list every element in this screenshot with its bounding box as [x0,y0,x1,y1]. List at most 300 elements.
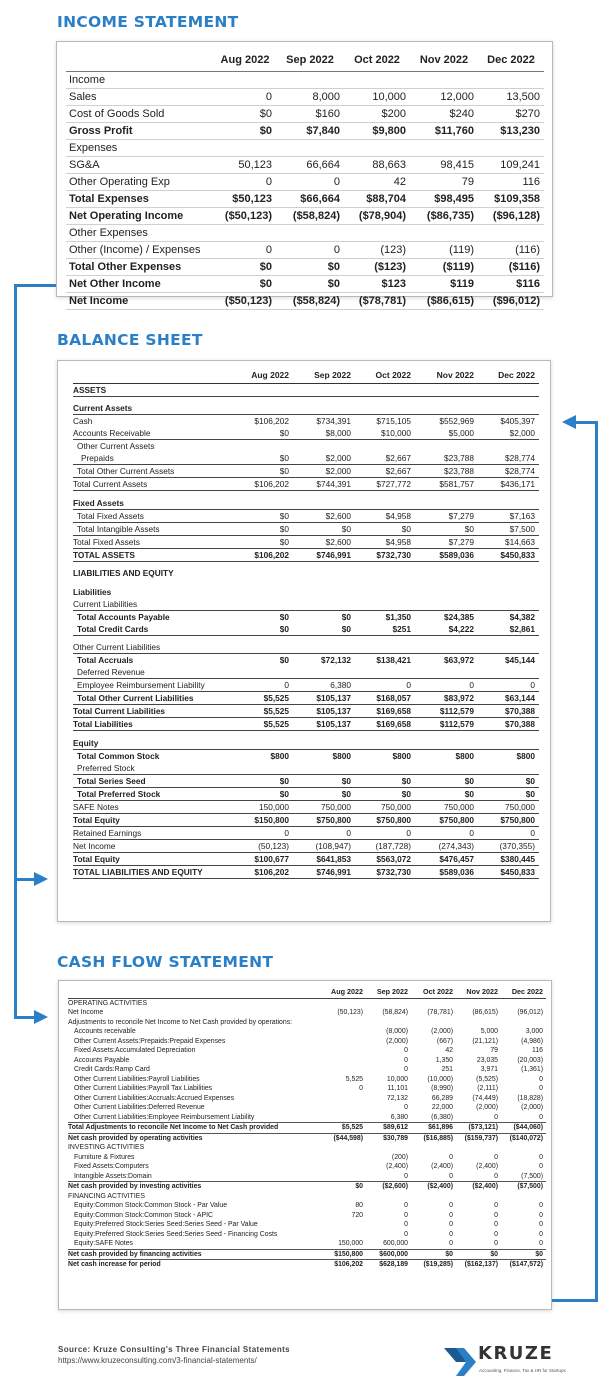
value-cell: $800 [392,750,411,761]
connector-left-to-cashflow [14,1016,36,1019]
column-header: Aug 2022 [233,368,293,383]
value-cell [415,402,478,415]
value-cell [233,440,293,453]
table-row [73,826,539,839]
table-row [73,497,539,510]
column-header: Nov 2022 [415,368,478,383]
value-cell: 0 [233,826,293,839]
value-cell: $746,991 [293,865,355,878]
value-cell: 0 [449,1202,453,1210]
value-cell: 66,664 [276,156,344,173]
value-cell: $0 [355,522,415,535]
value-cell: $169,658 [355,718,415,731]
value-cell: $106,202 [334,1261,363,1269]
value-cell: $563,072 [355,852,415,865]
value-cell: $0 [276,275,344,292]
value-cell: 750,000 [415,800,478,813]
value-cell [318,1065,366,1075]
row-label: SAFE Notes [73,800,233,813]
row-label: Other Expenses [66,224,214,241]
row-label: Accounts receivable [74,1028,136,1036]
table-row [73,654,539,667]
value-cell: $405,397 [500,416,535,426]
connector-left-vertical [14,284,17,1019]
row-label: Equity:Preferred Stock:Series Seed:Series Seed - Par Value [74,1221,258,1229]
value-cell: $800 [332,750,351,761]
value-cell: 109,241 [478,156,544,173]
row-label: Total Equity [73,813,233,826]
value-cell [293,666,355,679]
table-row [68,1065,546,1075]
value-cell: 116 [478,173,544,190]
table-row [73,839,539,852]
value-cell: $0 [279,611,289,622]
value-cell: 750,000 [293,800,355,813]
value-cell: $0 [293,774,355,787]
value-cell: (274,343) [415,839,478,852]
row-label: Cost of Goods Sold [66,105,214,122]
value-cell: (108,947) [293,839,355,852]
value-cell [410,224,478,241]
value-cell: $30,789 [383,1134,408,1142]
value-cell: 0 [449,1221,453,1229]
value-cell: 6,380 [293,679,355,692]
value-cell: $715,105 [376,416,411,426]
value-cell: $800 [455,750,474,761]
column-header: Aug 2022 [214,50,276,71]
value-cell [276,139,344,156]
value-cell [318,1192,366,1202]
value-cell [478,497,539,510]
row-label: Employee Reimbursement Liability [73,679,233,692]
table-row [73,535,539,548]
value-cell: 0 [359,1085,363,1093]
value-cell: $2,861 [478,623,539,636]
value-cell: 0 [539,1163,543,1171]
row-label: Other Current Assets [77,441,155,451]
connector-right-stub [552,1299,598,1302]
value-cell: $14,663 [478,535,539,548]
value-cell [411,1017,456,1027]
value-cell: $200 [344,105,410,122]
value-cell: (78,781) [427,1008,453,1016]
value-cell [411,998,456,1008]
value-cell: 3,971 [480,1066,498,1074]
value-cell: 0 [494,1153,498,1161]
row-label: Equity:Common Stock:Common Stock - Par Value [74,1202,228,1210]
table-row [66,241,544,258]
column-header: Nov 2022 [456,985,501,998]
row-label: Equity [73,737,233,750]
value-cell [344,139,410,156]
value-cell: $105,137 [293,692,355,705]
value-cell: $0 [415,787,478,800]
table-row [66,258,544,275]
row-label: Other Current Liabilities:Payroll Tax Liabilities [74,1085,213,1093]
value-cell: 0 [411,1239,456,1249]
row-label: Furniture & Fixtures [74,1153,135,1161]
value-cell: (2,400) [431,1163,453,1171]
value-cell [233,567,293,579]
value-cell: ($44,060) [501,1123,546,1133]
source-citation [58,1344,290,1366]
value-cell: $2,000 [478,427,539,440]
table-row [73,478,539,491]
row-label: Total Fixed Assets [73,509,233,522]
value-cell: $106,202 [233,548,293,561]
value-cell: $450,833 [478,865,539,878]
value-cell: $10,000 [355,427,415,440]
value-cell [355,497,415,510]
value-cell: 23,035 [476,1056,498,1064]
value-cell [293,497,355,510]
table-row [73,548,539,561]
value-cell: $119 [410,275,478,292]
row-label: INVESTING ACTIVITIES [68,1144,145,1152]
value-cell: $28,774 [478,465,539,478]
value-cell [501,1143,546,1153]
value-cell: $1,350 [385,611,411,622]
value-cell: 0 [539,1153,543,1161]
table-row [68,1172,546,1182]
value-cell [411,1143,456,1153]
value-cell [410,71,478,88]
row-label: Total Other Expenses [66,258,214,275]
column-header: Sep 2022 [366,985,411,998]
value-cell: $4,382 [509,611,535,622]
value-cell: ($50,123) [214,207,276,224]
value-cell: $2,000 [293,452,355,465]
value-cell: (116) [478,241,544,258]
value-cell: 0 [456,1172,501,1182]
value-cell [456,998,501,1008]
value-cell [318,1220,366,1230]
value-cell: 0 [276,173,344,190]
value-cell: $100,677 [233,852,293,865]
value-cell [478,762,539,775]
value-cell: 5,525 [345,1075,363,1083]
value-cell: $589,036 [415,865,478,878]
value-cell: $123 [344,275,410,292]
value-cell: $750,800 [415,813,478,826]
value-cell: 150,000 [233,800,293,813]
value-cell [366,1143,411,1153]
value-cell: 80 [355,1202,363,1210]
value-cell: 0 [415,826,478,839]
value-cell: ($78,904) [344,207,410,224]
value-cell [415,567,478,579]
table-row [66,224,544,241]
value-cell: 13,500 [478,88,544,105]
value-cell: 10,000 [344,88,410,105]
table-row [73,585,539,597]
arrow-to-balance-cash-icon [562,415,576,429]
value-cell: (2,000) [521,1104,543,1112]
row-label: Net Income [73,839,233,852]
value-cell: 116 [532,1047,543,1055]
row-label: Other Current Liabilities:Deferred Revenue [74,1104,205,1112]
value-cell: ($86,615) [410,292,478,309]
row-label: Prepaids [73,452,233,465]
row-label: Net cash increase for period [68,1261,161,1269]
row-label: Other Current Liabilities:Accruals:Accrued Expenses [74,1094,235,1102]
value-cell: $13,230 [478,122,544,139]
value-cell: $7,840 [276,122,344,139]
value-cell: $61,896 [411,1123,456,1133]
value-cell: (2,111) [477,1085,498,1093]
value-cell: $9,800 [344,122,410,139]
value-cell [478,737,539,750]
row-label: Total Accounts Payable [77,611,170,622]
value-cell: $72,132 [321,655,351,666]
row-label: Expenses [66,139,214,156]
value-cell: (58,824) [382,1008,408,1016]
value-cell: 0 [449,1153,453,1161]
value-cell: $88,704 [344,190,410,207]
row-label: Total Current Liabilities [73,705,233,718]
table-row [73,813,539,826]
value-cell [233,737,293,750]
value-cell: $0 [233,535,293,548]
value-cell: $641,853 [293,852,355,865]
header-blank [68,985,318,998]
value-cell: $105,137 [293,718,355,731]
value-cell: 0 [214,173,276,190]
value-cell: 0 [404,1221,408,1229]
value-cell: (86,615) [472,1008,498,1016]
value-cell: $750,800 [355,813,415,826]
row-label: Fixed Assets:Accumulated Depreciation [74,1047,196,1055]
value-cell: (8,000) [386,1028,408,1036]
table-row [73,440,539,453]
value-cell: $2,667 [355,465,415,478]
value-cell: $0 [293,787,355,800]
value-cell: $240 [410,105,478,122]
row-label: Credit Cards:Ramp Card [74,1066,150,1074]
row-label: TOTAL LIABILITIES AND EQUITY [73,865,233,878]
row-label: Total Common Stock [77,750,160,761]
value-cell [318,1103,366,1113]
table-row [73,666,539,679]
value-cell: $89,612 [366,1123,411,1133]
value-cell: $168,057 [355,692,415,705]
table-row [68,1143,546,1153]
table-row [66,71,544,88]
value-cell: ($2,600) [382,1183,408,1191]
value-cell: (8,990) [431,1085,453,1093]
value-cell [415,641,478,654]
value-cell: $63,972 [444,655,474,666]
value-cell [293,440,355,453]
value-cell: ($140,072) [509,1134,543,1142]
value-cell: $0 [276,258,344,275]
value-cell: 12,000 [410,88,478,105]
value-cell: $744,391 [293,478,355,491]
table-row [68,1037,546,1047]
row-label: TOTAL ASSETS [73,548,233,561]
row-label: Other Current Liabilities:Employee Reimbursement Liability [68,1113,318,1123]
value-cell [478,440,539,453]
value-cell: $7,279 [415,535,478,548]
value-cell [355,440,415,453]
row-label: SG&A [66,156,214,173]
table-row [73,852,539,865]
value-cell [456,1143,501,1153]
row-label: Total Adjustments to reconcile Net Income to Net Cash provided [68,1123,318,1133]
value-cell: $600,000 [366,1249,411,1259]
value-cell [355,567,415,579]
value-cell: $750,800 [478,813,539,826]
table-row [68,1103,546,1113]
value-cell: $2,000 [293,465,355,478]
value-cell: $0 [214,122,276,139]
value-cell: $138,421 [376,655,411,666]
value-cell: $581,757 [415,478,478,491]
value-cell [415,762,478,775]
row-label: Deferred Revenue [73,666,233,679]
value-cell: ($16,885) [423,1134,453,1142]
value-cell: $7,163 [478,509,539,522]
value-cell [478,585,539,597]
value-cell: $0 [293,623,355,636]
row-label: Total Intangible Assets [73,522,233,535]
table-row [68,1075,546,1085]
value-cell: 0 [539,1075,543,1083]
value-cell: 0 [404,1104,408,1112]
row-label: Preferred Stock [73,762,233,775]
value-cell: 0 [404,1066,408,1074]
cash-flow-title: CASH FLOW STATEMENT [57,953,274,971]
value-cell: 0 [404,1230,408,1238]
value-cell [233,641,293,654]
value-cell: $270 [478,105,544,122]
row-label: Total Current Assets [73,478,233,491]
arrow-to-balance-net-income-icon [34,872,48,886]
table-row [66,88,544,105]
row-label: Accounts Receivable [73,427,233,440]
value-cell: ($73,121) [456,1123,501,1133]
table-row [68,1133,546,1143]
value-cell: ($96,128) [478,207,544,224]
value-cell: $0 [415,522,478,535]
table-row [68,1211,546,1221]
value-cell [366,998,411,1008]
value-cell [214,71,276,88]
table-row [68,1123,546,1133]
table-row [73,787,539,800]
connector-right-top [576,421,598,424]
table-row [68,1046,546,1056]
income-body [66,71,544,309]
value-cell: $5,525 [233,692,293,705]
value-cell: 0 [478,679,539,692]
table-row [66,190,544,207]
row-label: Total Credit Cards [73,623,233,636]
table-row [66,156,544,173]
value-cell [415,440,478,453]
value-cell: 11,101 [387,1085,408,1093]
value-cell [478,224,544,241]
table-row [68,1249,546,1259]
row-label: LIABILITIES AND EQUITY [73,568,174,579]
value-cell [415,383,478,396]
value-cell [366,1192,411,1202]
value-cell [318,1230,366,1240]
value-cell: (6,380) [411,1113,456,1123]
value-cell: (187,728) [355,839,415,852]
value-cell: 0 [539,1202,543,1210]
value-cell: $2,667 [355,452,415,465]
value-cell: $0 [279,655,289,666]
value-cell: 5,000 [480,1028,498,1036]
row-label: Income [66,71,214,88]
row-label: Adjustments to reconcile Net Income to Net Cash provided by operations: [68,1018,293,1026]
row-label: Equity:Common Stock:Common Stock - APIC [74,1211,214,1219]
value-cell: (2,000) [476,1104,498,1112]
value-cell: ($162,137) [464,1261,498,1269]
row-label: Other Current Liabilities:Payroll Liabilities [74,1075,200,1083]
value-cell: $0 [233,774,293,787]
table-row [73,774,539,787]
value-cell [355,737,415,750]
value-cell: 0 [478,826,539,839]
cash-flow-table [68,985,546,1270]
value-cell: $0 [233,623,293,636]
table-row [68,1056,546,1066]
value-cell [355,402,415,415]
value-cell: $63,144 [478,692,539,705]
source-url[interactable]: https://www.kruzeconsulting.com/3-financial-statements/ [58,1356,257,1365]
table-row [73,641,539,654]
source-title: Source: Kruze Consulting's Three Financial Statements [58,1345,291,1354]
value-cell [233,598,293,611]
value-cell [478,666,539,679]
row-label: Current Assets [73,402,233,415]
column-header: Oct 2022 [355,368,415,383]
value-cell: (7,500) [501,1172,546,1182]
value-cell: $105,137 [293,705,355,718]
value-cell [318,1046,366,1056]
table-row [68,1162,546,1172]
column-header: Dec 2022 [501,985,546,998]
value-cell [366,1017,411,1027]
value-cell: 0 [456,1239,501,1249]
row-label: Net Income [68,1008,104,1016]
value-cell: $0 [233,509,293,522]
value-cell: (50,123) [233,839,293,852]
value-cell: ($96,012) [478,292,544,309]
value-cell: (10,000) [427,1075,453,1083]
value-cell: 8,000 [276,88,344,105]
value-cell: $436,171 [478,478,539,491]
value-cell: $0 [355,1183,363,1191]
value-cell: (370,355) [478,839,539,852]
value-cell: $2,600 [293,509,355,522]
value-cell: 0 [539,1230,543,1238]
value-cell: 0 [355,826,415,839]
value-cell: 0 [415,679,478,692]
value-cell: 0 [293,826,355,839]
value-cell [214,224,276,241]
income-statement-title: INCOME STATEMENT [57,13,239,31]
value-cell [318,1113,366,1123]
row-label: Net Income [66,292,214,309]
value-cell: $70,388 [478,705,539,718]
connector-left-stub [14,284,56,287]
value-cell: (74,449) [472,1094,498,1102]
value-cell: $4,958 [355,535,415,548]
row-label: Gross Profit [66,122,214,139]
